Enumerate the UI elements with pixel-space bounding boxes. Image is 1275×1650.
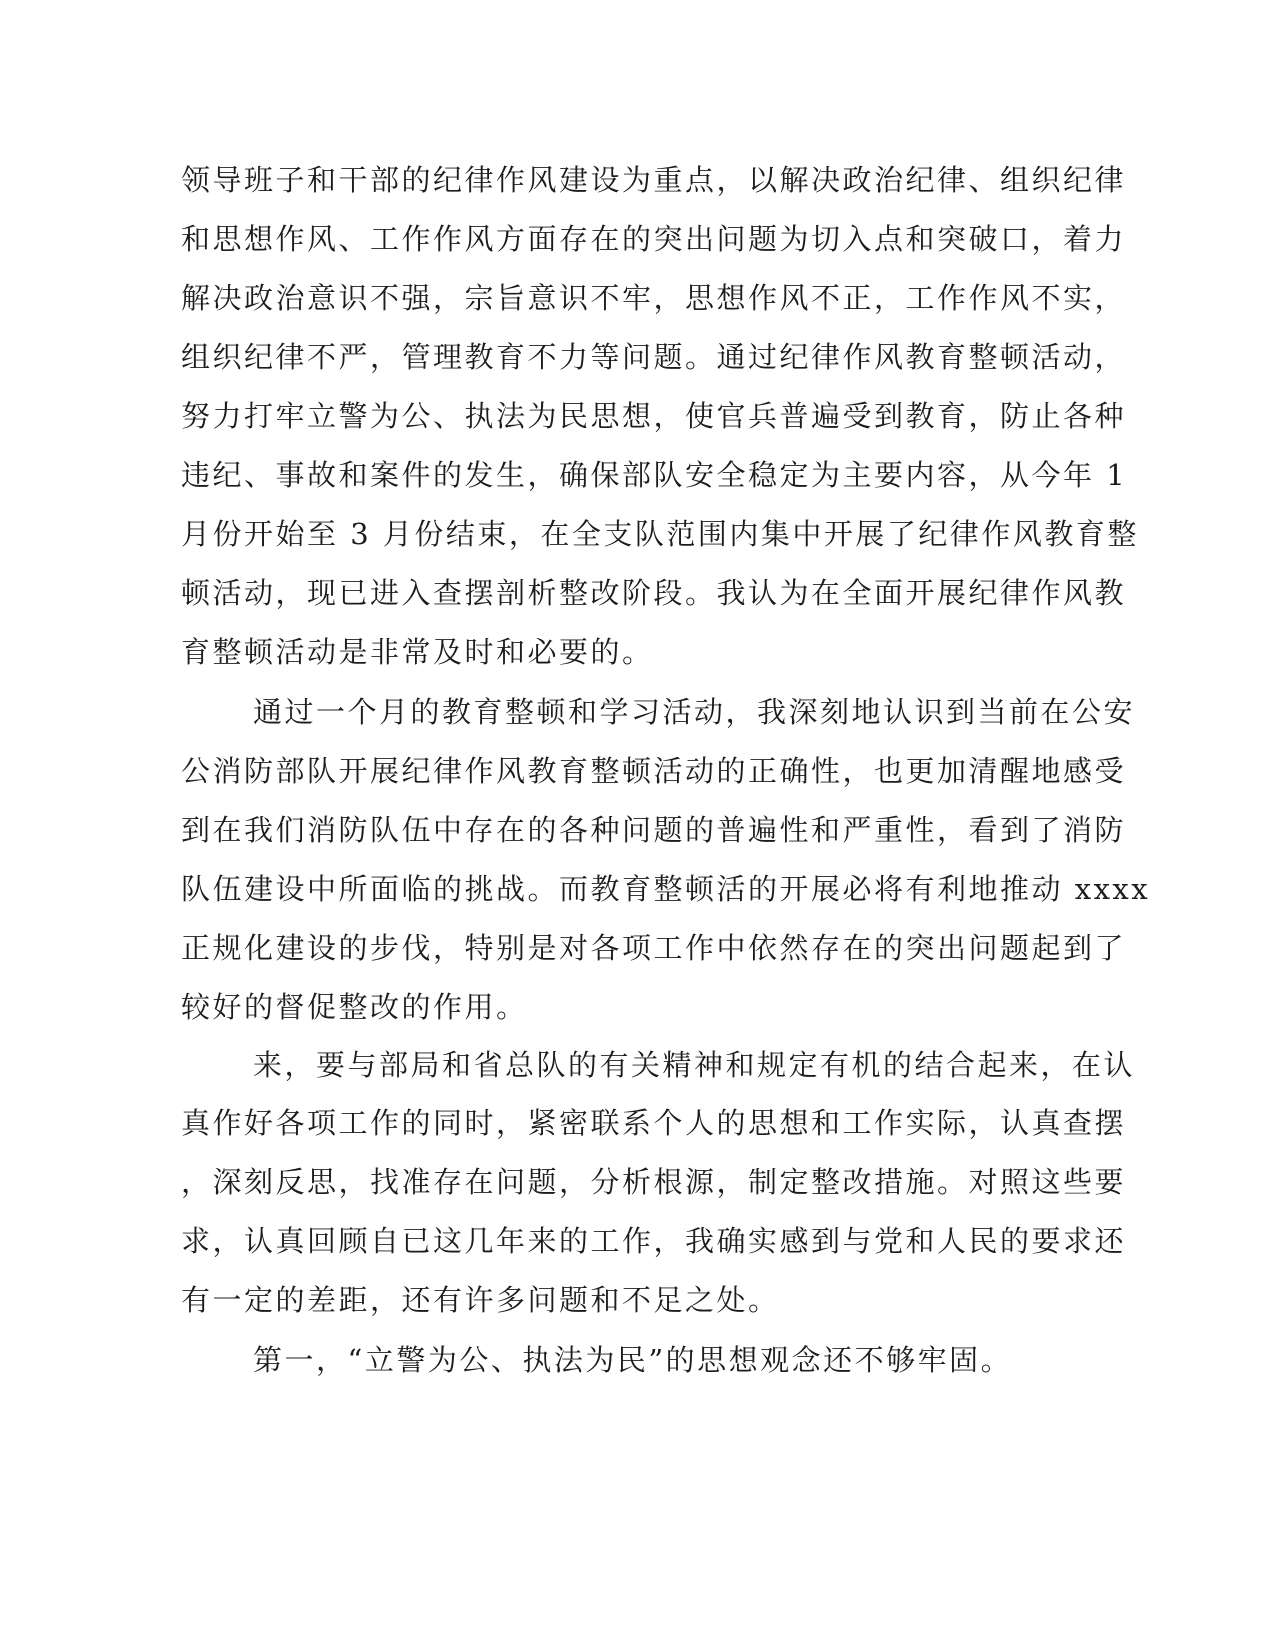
text-line: 到在我们消防队伍中存在的各种问题的普遍性和严重性，看到了消防: [181, 813, 1127, 847]
text-line: 真作好各项工作的同时，紧密联系个人的思想和工作实际，认真查摆: [181, 1106, 1127, 1140]
text-line: 违纪、事故和案件的发生，确保部队安全稳定为主要内容，从今年 1: [181, 458, 1128, 492]
text-line: 通过一个月的教育整顿和学习活动，我深刻地认识到当前在公安: [253, 695, 1136, 729]
text-line: ，深刻反思，找准存在问题，分析根源，制定整改措施。对照这些要: [181, 1165, 1127, 1199]
text-line: 组织纪律不严，管理教育不力等问题。通过纪律作风教育整顿活动，: [181, 340, 1127, 374]
text-line: 月份开始至 3 月份结束，在全支队范围内集中开展了纪律作风教育整: [181, 517, 1139, 551]
text-line: 育整顿活动是非常及时和必要的。: [181, 635, 654, 669]
text-line: 和思想作风、工作作风方面存在的突出问题为切入点和突破口，着力: [181, 222, 1127, 256]
text-line: 解决政治意识不强，宗旨意识不牢，思想作风不正，工作作风不实，: [181, 281, 1127, 315]
text-line: 公消防部队开展纪律作风教育整顿活动的正确性，也更加清醒地感受: [181, 754, 1127, 788]
text-line: 求，认真回顾自已这几年来的工作，我确实感到与党和人民的要求还: [181, 1224, 1127, 1258]
text-line: 努力打牢立警为公、执法为民思想，使官兵普遍受到教育，防止各种: [181, 399, 1127, 433]
text-line: 来，要与部局和省总队的有关精神和规定有机的结合起来，在认: [253, 1048, 1136, 1082]
text-line: 第一，“立警为公、执法为民”的思想观念还不够牢固。: [253, 1343, 1013, 1377]
text-line: 顿活动，现已进入查摆剖析整改阶段。我认为在全面开展纪律作风教: [181, 576, 1127, 610]
text-line: 领导班子和干部的纪律作风建设为重点，以解决政治纪律、组织纪律: [181, 163, 1127, 197]
text-line: 队伍建设中所面临的挑战。而教育整顿活的开展必将有利地推动 xxxx: [181, 872, 1151, 906]
text-line: 较好的督促整改的作用。: [181, 990, 528, 1024]
text-line: 正规化建设的步伐，特别是对各项工作中依然存在的突出问题起到了: [181, 931, 1127, 965]
text-line: 有一定的差距，还有许多问题和不足之处。: [181, 1283, 780, 1317]
